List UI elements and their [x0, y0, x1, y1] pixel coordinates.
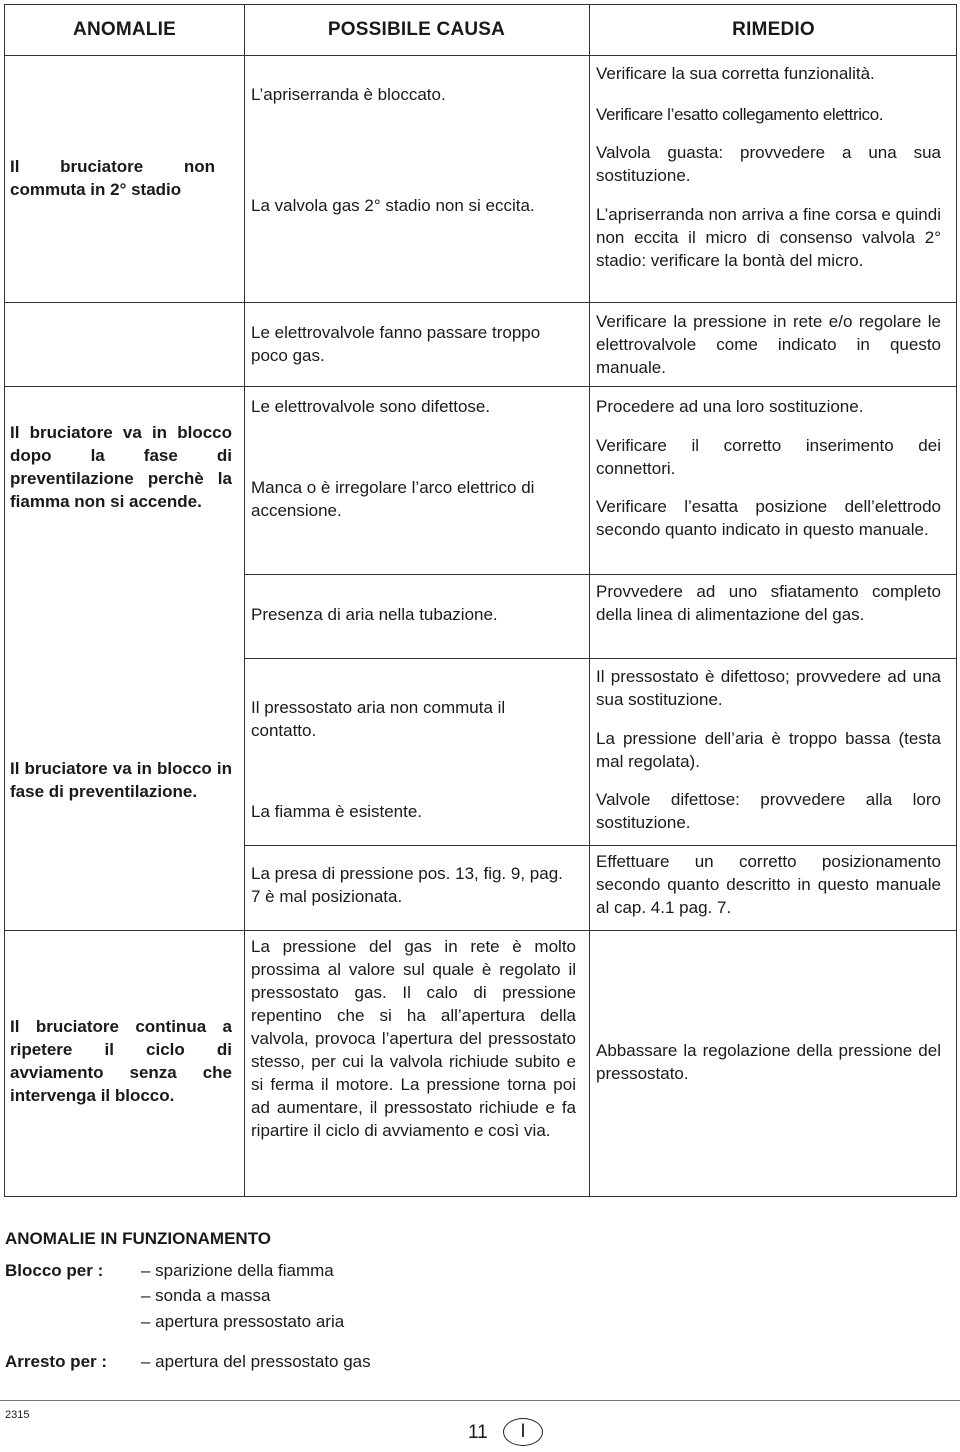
row-divider — [5, 302, 244, 303]
arresto-label: Arresto per : — [5, 1352, 108, 1371]
row-divider — [244, 302, 956, 303]
blocco-item: – sparizione della fiamma — [141, 1261, 334, 1280]
cause-text: Le elettrovalvole sono difettose. — [251, 397, 491, 416]
cause-text: L’apriserranda è bloccato. — [251, 85, 446, 104]
anomaly-text: Il bruciatore va in blocco in fase di preventilazione. — [10, 759, 232, 801]
row-divider — [244, 658, 956, 659]
cause-text: La fiamma è esistente. — [251, 802, 423, 821]
row-divider — [244, 845, 956, 846]
language-badge: I — [503, 1418, 543, 1446]
row-divider — [244, 574, 956, 575]
blocco-item: – apertura pressostato aria — [141, 1312, 345, 1331]
cause-text: Le elettrovalvole fanno passare troppo poco gas. — [251, 323, 541, 365]
anomaly-text: Il bruciatore va in blocco dopo la fase di preventilazione perchè la fiamma non si accende. — [10, 423, 232, 511]
cause-text: Presenza di aria nella tubazione. — [251, 605, 498, 624]
row-divider — [5, 386, 244, 387]
remedy-text: Il pressostato è difettoso; provvedere ad una sua sostituzione. — [596, 667, 941, 709]
column-divider — [589, 5, 590, 1196]
remedy-text: Valvole difettose: provvedere alla loro sostituzione. — [596, 790, 941, 832]
anomaly-text: Il bruciatore non commuta in 2° stadio — [10, 157, 215, 199]
remedy-text: Procedere ad una loro sostituzione. — [596, 397, 864, 416]
remedy-text: Verificare la sua corretta funzionalità. — [596, 64, 875, 83]
header-divider — [5, 55, 956, 56]
cause-text: La pressione del gas in rete è molto prossima al valore sul quale è regolato il pressostato gas. Il calo di pressione repentino che si ha all’apertura della valvola, provoca l’apertura del pressostato stesso, per cui la valvola richiude subito e si ferma il motore. La pressione torna poi ad aumentare, il pressostato richiude e fa ripartire il ciclo di avviamento e così via. — [251, 937, 576, 1140]
header-possibile-causa: POSSIBILE CAUSA — [327, 19, 506, 40]
cause-text: Manca o è irregolare l’arco elettrico di accensione. — [251, 478, 535, 520]
section-title: ANOMALIE IN FUNZIONAMENTO — [5, 1229, 272, 1248]
column-divider — [244, 5, 245, 1196]
row-divider — [5, 930, 244, 931]
blocco-label: Blocco per : — [5, 1261, 104, 1280]
remedy-text: Valvola guasta: provvedere a una sua sostituzione. — [596, 143, 941, 185]
remedy-text: Abbassare la regolazione della pressione del pressostato. — [596, 1041, 941, 1083]
remedy-text: Verificare l’esatta posizione dell’elettrodo secondo quanto indicato in questo manuale. — [596, 497, 941, 539]
remedy-text: Effettuare un corretto posizionamento secondo quanto descritto in questo manuale al cap. 4.1 pag. 7. — [596, 852, 941, 917]
remedy-text: Verificare la pressione in rete e/o regolare le elettrovalvole come indicato in questo manuale. — [596, 312, 941, 377]
remedy-text: La pressione dell’aria è troppo bassa (testa mal regolata). — [596, 729, 941, 771]
remedy-text: Verificare il corretto inserimento dei connettori. — [596, 436, 941, 478]
remedy-text: L’apriserranda non arriva a fine corsa e quindi non eccita il micro di consenso valvola 2° stadio: verificare la bontà del micro. — [596, 205, 941, 270]
header-rimedio: RIMEDIO — [732, 19, 815, 40]
cause-text: La presa di pressione pos. 13, fig. 9, pag. 7 è mal posizionata. — [251, 864, 563, 906]
anomaly-text: Il bruciatore continua a ripetere il ciclo di avviamento senza che intervenga il blocco. — [10, 1017, 232, 1105]
header-anomalie: ANOMALIE — [73, 19, 176, 40]
page-number: 11 — [468, 1422, 488, 1443]
document-code: 2315 — [5, 1409, 30, 1421]
remedy-text: Provvedere ad uno sfiatamento completo della linea di alimentazione del gas. — [596, 582, 941, 624]
footer-rule — [0, 1400, 960, 1401]
row-divider — [244, 930, 956, 931]
blocco-item: – sonda a massa — [141, 1286, 271, 1305]
arresto-item: – apertura del pressostato gas — [141, 1352, 371, 1371]
row-divider — [244, 386, 956, 387]
remedy-text: Verificare l’esatto collegamento elettrico. — [596, 105, 884, 124]
cause-text: La valvola gas 2° stadio non si eccita. — [251, 196, 535, 215]
cause-text: Il pressostato aria non commuta il contatto. — [251, 698, 506, 740]
